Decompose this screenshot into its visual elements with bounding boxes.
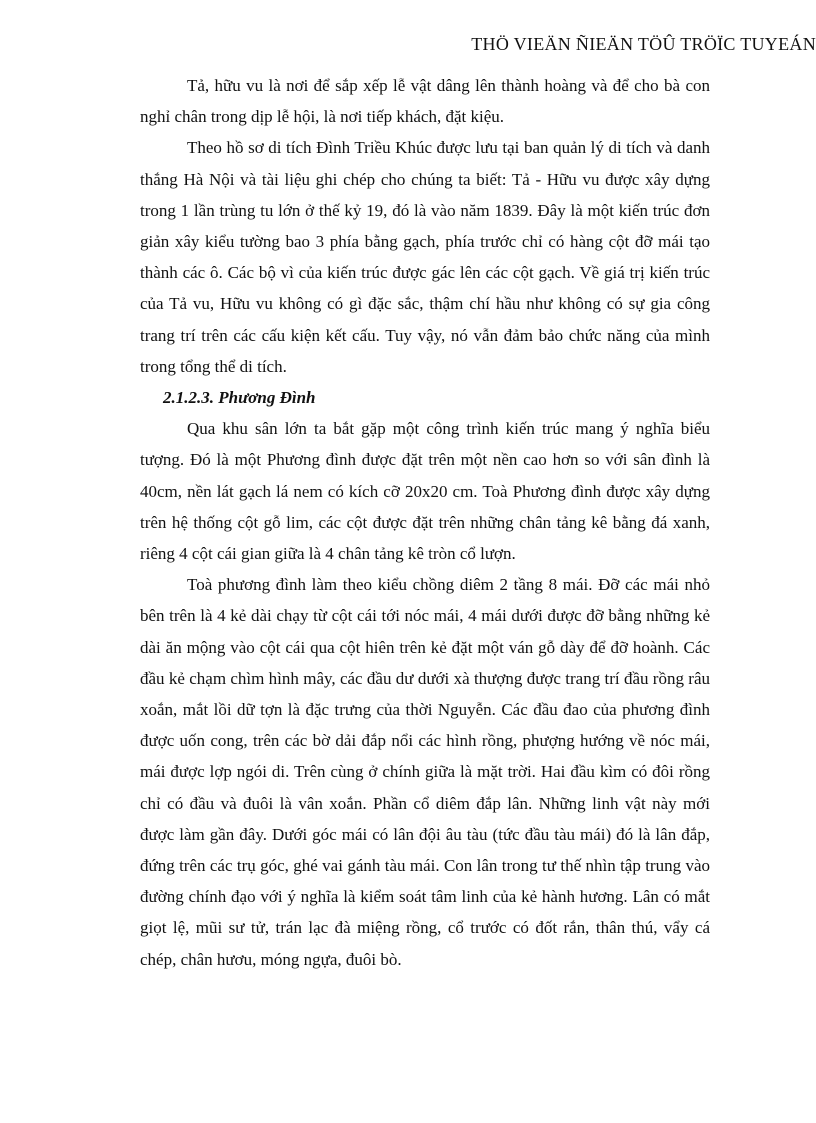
paragraph-ta-huu-vu-purpose: Tả, hữu vu là nơi để sắp xếp lễ vật dâng lên thành hoàng và để cho bà con nghỉ chân trong dịp lễ hội, là nơi tiếp khách, đặt kiệu. <box>140 76 710 127</box>
page-header: THÖ VIEÄN ÑIEÄN TÖÛ TRÖÏC TUYEÁN <box>471 34 816 54</box>
section-heading-phuong-dinh: 2.1.2.3. Phương Đình <box>163 388 316 408</box>
paragraph-phuong-dinh-intro: Qua khu sân lớn ta bắt gặp một công trình kiến trúc mang ý nghĩa biểu tượng. Đó là một Phương đình được đặt trên một nền cao hơn so với sân đình là 40cm, nền lát gạch lá nem có kích cỡ 20x20 cm. Toà Phương đình được xây dựng trên hệ thống cột gỗ lim, các cột được đặt trên những chân tảng kê bằng đá xanh, riêng 4 cột cái gian giữa là 4 chân tảng kê tròn cổ lượn. <box>140 419 710 564</box>
paragraph-ta-huu-vu-history: Theo hồ sơ di tích Đình Triều Khúc được lưu tại ban quản lý di tích và danh thắng Hà Nội và tài liệu ghi chép cho chúng ta biết: Tả - Hữu vu được xây dựng trong 1 lần trùng tu lớn ở thế kỷ 19, đó là vào năm 1839. Đây là một kiến trúc đơn giản xây kiểu tường bao 3 phía bằng gạch, phía trước chỉ có hàng cột đỡ mái tạo thành các ô. Các bộ vì của kiến trúc được gác lên các cột gạch. Về giá trị kiến trúc của Tả vu, Hữu vu không có gì đặc sắc, thậm chí hầu như không có sự gia công trang trí trên các cấu kiện kết cấu. Tuy vậy, nó vẫn đảm bảo chức năng của mình trong tổng thể di tích. <box>140 138 710 376</box>
document-body <box>140 70 710 975</box>
paragraph-phuong-dinh-roof: Toà phương đình làm theo kiểu chồng diêm 2 tầng 8 mái. Đỡ các mái nhỏ bên trên là 4 kẻ dài chạy từ cột cái tới nóc mái, 4 mái dưới được đỡ bằng những kẻ dài ăn mộng vào cột cái qua cột hiên trên kẻ đặt một ván gỗ dày để đỡ hoành. Các đầu kẻ chạm chìm hình mây, các đầu dư dưới xà thượng được trang trí đầu rồng râu xoắn, mắt lồi dữ tợn là đặc trưng của thời Nguyễn. Các đầu đao của phương đình được uốn cong, trên các bờ dải đắp nổi các hình rồng, phượng hướng về nóc mái, mái được lợp ngói di. Trên cùng ở chính giữa là mặt trời. Hai đầu kìm có đôi rồng chỉ có đầu và đuôi là vân xoắn. Phần cổ diêm đắp lân. Những linh vật này mới được làm gần đây. Dưới góc mái có lân đội âu tàu (tức đầu tàu mái) đó là lân đắp, đứng trên các trụ góc, ghé vai gánh tàu mái. Con lân trong tư thế nhìn tập trung vào đường chính đạo với ý nghĩa là kiểm soát tâm linh của kẻ hành hương. Lân có mắt giọt lệ, mũi sư tử, trán lạc đà miệng rồng, cổ trước có đốt rắn, thân thú, vẩy cá chép, chân hươu, móng ngựa, đuôi bò. <box>140 575 710 969</box>
